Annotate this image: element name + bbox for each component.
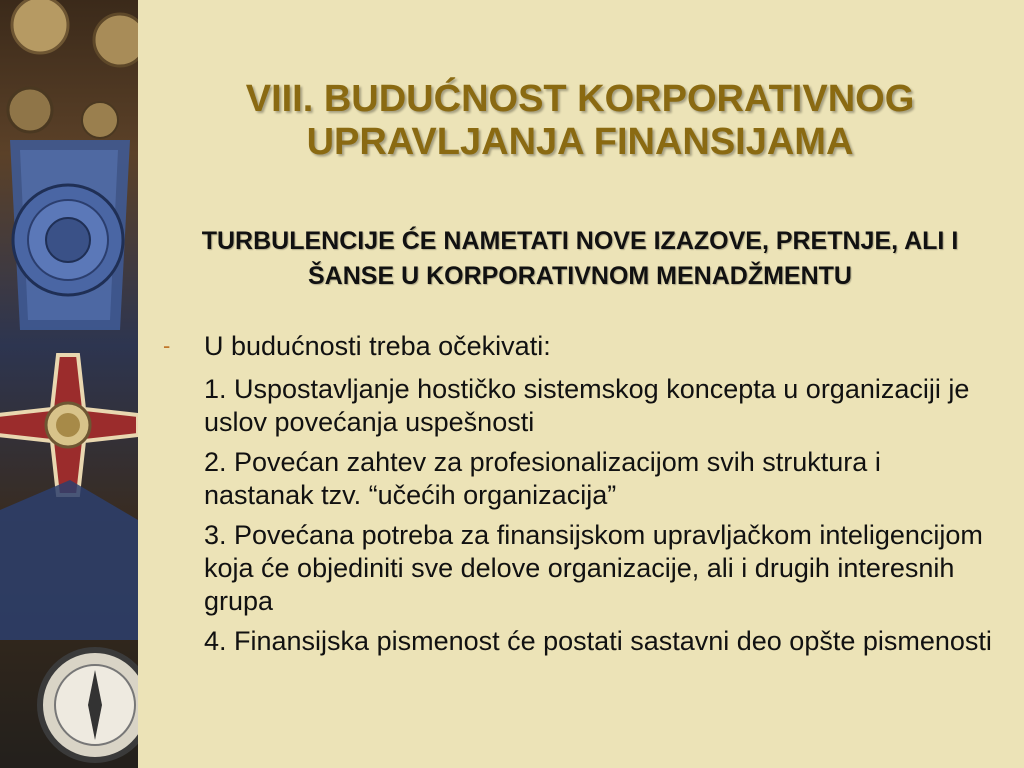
- slide-title-line-2: UPRAVLJANJA FINANSIJAMA: [306, 121, 854, 163]
- list-item-3: 3. Povećana potreba za finansijskom upravljačkom inteligencijom koja će objediniti sve delove organizacije, ali i drugih interesnih grupa: [204, 520, 983, 616]
- slide-title: [150, 78, 1010, 164]
- list-item-4: 4. Finansijska pismenost će postati sastavni deo opšte pismenosti: [204, 626, 992, 656]
- intro-text: U budućnosti treba očekivati:: [204, 331, 551, 361]
- slide-subheading: TURBULENCIJE ĆE NAMETATI NOVE IZAZOVE, PRETNJE, ALI I ŠANSE U KORPORATIVNOM MENADŽMENTU: [201, 227, 959, 290]
- decorative-medal-strip: [0, 0, 138, 768]
- medals-illustration: [0, 0, 138, 768]
- list-item-1: 1. Uspostavljanje hostičko sistemskog koncepta u organizaciji je uslov povećanja uspešnosti: [204, 374, 970, 437]
- bullet-marker: -: [163, 333, 171, 358]
- slide-title-line-1: VIII. BUDUĆNOST KORPORATIVNOG: [245, 78, 915, 120]
- list-item-2: 2. Povećan zahtev za profesionalizacijom svih struktura i nastanak tzv. “učećih organizacija”: [204, 447, 881, 510]
